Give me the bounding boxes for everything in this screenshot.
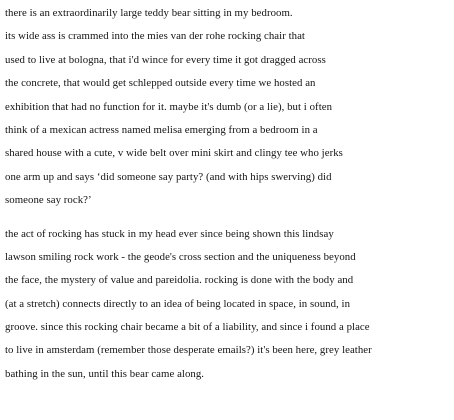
text-line: exhibition that had no function for it. maybe it's dumb (or a lie), but i often (5, 100, 333, 113)
paragraph-2 (5, 223, 451, 387)
text-line: used to live at bologna, that i'd wince for every time it got dragged across (5, 53, 326, 66)
text-line: to live in amsterdam (remember those desperate emails?) it's been here, grey leather (5, 344, 372, 357)
text-line: shared house with a cute, v wide belt over mini skirt and clingy tee who jerks (5, 147, 343, 160)
text-line: think of a mexican actress named melisa emerging from a bedroom in a (5, 123, 318, 136)
paragraph-1 (5, 2, 451, 213)
text-line: bathing in the sun, until this bear came along. (5, 367, 205, 380)
text-line: someone say rock?’ (5, 194, 92, 207)
text-line: lawson smiling rock work - the geode's cross section and the uniqueness beyond (5, 250, 356, 263)
text-line: the concrete, that would get schlepped outside every time we hosted an (5, 77, 316, 90)
text-line: the act of rocking has stuck in my head ever since being shown this lindsay (5, 227, 334, 240)
text-line: its wide ass is crammed into the mies van der rohe rocking chair that (5, 30, 305, 43)
text-line: there is an extraordinarily large teddy bear sitting in my bedroom. (5, 7, 293, 19)
text-line: one arm up and says ‘did someone say party? (and with hips swerving) did (5, 170, 332, 183)
text-line: groove. since this rocking chair became a bit of a liability, and since i found a place (5, 321, 370, 334)
document-body (5, 2, 451, 386)
text-line: the face, the mystery of value and pareidolia. rocking is done with the body and (5, 274, 354, 287)
text-line: (at a stretch) connects directly to an idea of being located in space, in sound, in (5, 297, 351, 310)
